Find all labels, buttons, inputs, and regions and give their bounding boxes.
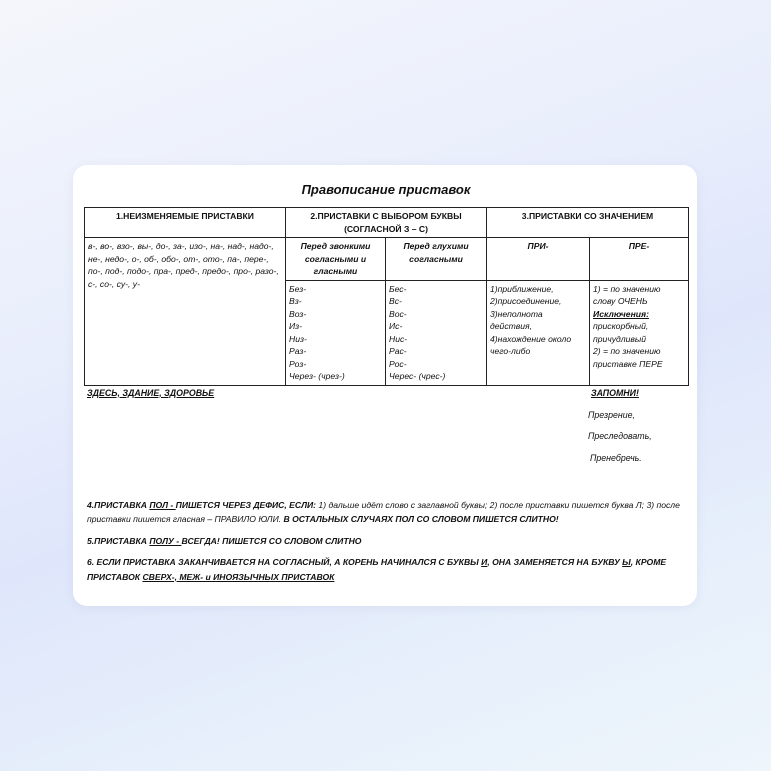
rule-4-pol: ПОЛ - — [149, 499, 176, 510]
rule-4-prefix: 4.ПРИСТАВКА — [87, 499, 150, 510]
pre-exceptions-label: Исключения: — [593, 308, 649, 319]
col2-header: 2.ПРИСТАВКИ С ВЫБОРОМ БУКВЫ (СОГЛАСНОЙ З – С) — [286, 208, 487, 238]
list-item: 1)приближение, — [490, 283, 554, 294]
rule-4 — [87, 498, 688, 527]
rule-5-prefix: 5.ПРИСТАВКА — [87, 535, 150, 546]
pre-header: ПРЕ- — [590, 238, 689, 281]
list-item: Бес- — [389, 283, 407, 294]
rules-section — [84, 498, 688, 585]
list-item: Воз- — [289, 308, 307, 319]
list-item: Из- — [289, 321, 303, 331]
col1-header: 1.НЕИЗМЕНЯЕМЫЕ ПРИСТАВКИ — [85, 208, 286, 238]
pri-meanings-cell — [487, 280, 590, 385]
col3-header: 3.ПРИСТАВКИ СО ЗНАЧЕНИЕМ — [487, 208, 689, 238]
rule-5-polu: ПОЛУ - — [149, 535, 182, 546]
prefix-rules-table — [84, 207, 689, 386]
exceptions-section — [84, 386, 688, 498]
rule-6-text-c: , КРОМЕ ПРИСТАВОК — [87, 557, 667, 582]
voiceless-header: Перед глухими согласными — [386, 238, 487, 281]
voiced-header: Перед звонкими согласными и гласными — [286, 238, 386, 281]
rule-5 — [87, 534, 688, 549]
rule-4-main: ПИШЕТСЯ ЧЕРЕЗ ДЕФИС, ЕСЛИ: — [175, 499, 317, 510]
list-item: 2)присоединение, — [490, 296, 562, 306]
unchanging-prefixes-cell: в-, во-, взо-, вы-, до-, за-, изо-, на-, над-, надо-, не-, недо-, о-, об-, обо-, от-, ото-, па-, пере-, по-, под-, подо-, пра-, пред-, предо-, про-, разо-, с-, со-, су-, у- — [85, 238, 286, 386]
rule-5-main: ВСЕГДА! ПИШЕТСЯ СО СЛОВОМ СЛИТНО — [181, 535, 362, 546]
list-item: Рас- — [389, 346, 407, 356]
rule-6-text-b: , ОНА ЗАМЕНЯЕТСЯ НА БУКВУ — [487, 557, 623, 567]
list-item: Нис- — [389, 333, 408, 344]
remember-label: ЗАПОМНИ! — [591, 387, 639, 398]
list-item: 3)неполнота действия, — [490, 308, 543, 331]
list-item: Вс- — [389, 296, 402, 306]
rule-6-text-a: 6. ЕСЛИ ПРИСТАВКА ЗАКАНЧИВАЕТСЯ НА СОГЛАСНЫЙ, А КОРЕНЬ НАЧИНАЛСЯ С БУКВЫ — [87, 557, 482, 567]
list-item: Ис- — [389, 321, 403, 331]
voiceless-list-cell — [386, 280, 487, 385]
document-content — [84, 180, 688, 591]
list-item: Через- (чрез-) — [289, 371, 345, 381]
table-header-row — [85, 208, 689, 238]
pre-meaning-2: 2) = по значению приставке ПЕРЕ — [593, 346, 663, 369]
remember-word: Презрение, — [588, 409, 636, 420]
list-item: Без- — [289, 283, 307, 294]
pre-meanings-cell — [590, 280, 689, 385]
rule-6 — [87, 555, 688, 584]
rule-4-ending: В ОСТАЛЬНЫХ СЛУЧАЯХ ПОЛ СО СЛОВОМ ПИШЕТСЯ СЛИТНО! — [281, 514, 559, 524]
list-item: Низ- — [289, 333, 307, 344]
document-card — [73, 165, 697, 606]
page-title: Правописание приставок — [301, 182, 471, 197]
pre-meaning-1: 1) = по значению слову ОЧЕНЬ — [593, 283, 661, 306]
remember-word: Пренебречь. — [590, 452, 642, 463]
exception-words: ЗДЕСЬ, ЗДАНИЕ, ЗДОРОВЬЕ — [87, 387, 215, 398]
voiced-list-cell — [286, 280, 386, 385]
list-item: Рос- — [389, 358, 407, 369]
remember-word: Преследовать, — [588, 430, 652, 441]
rule-4-conditions: 1) дальше идёт слово с заглавной буквы; 2) после приставки пишется буква Л; 3) после приставки пишется гласная – ПРАВИЛО ЮЛИ. — [87, 499, 680, 524]
list-item: Раз- — [289, 346, 307, 356]
list-item: Роз- — [289, 358, 307, 369]
pre-exceptions: прискорбный, причудливый — [593, 321, 649, 344]
rule-6-letter-i: И — [481, 557, 488, 567]
pri-header: ПРИ- — [487, 238, 590, 281]
list-item: 4)нахождение около чего-либо — [490, 333, 572, 356]
list-item: Вз- — [289, 296, 302, 306]
list-item: Черес- (чрес-) — [389, 371, 446, 381]
rule-6-letter-y: Ы — [622, 557, 631, 567]
table-subheader-row — [85, 238, 689, 281]
list-item: Вос- — [389, 308, 407, 319]
rule-6-exceptions: СВЕРХ-, МЕЖ- и ИНОЯЗЫЧНЫХ ПРИСТАВОК — [142, 571, 335, 582]
